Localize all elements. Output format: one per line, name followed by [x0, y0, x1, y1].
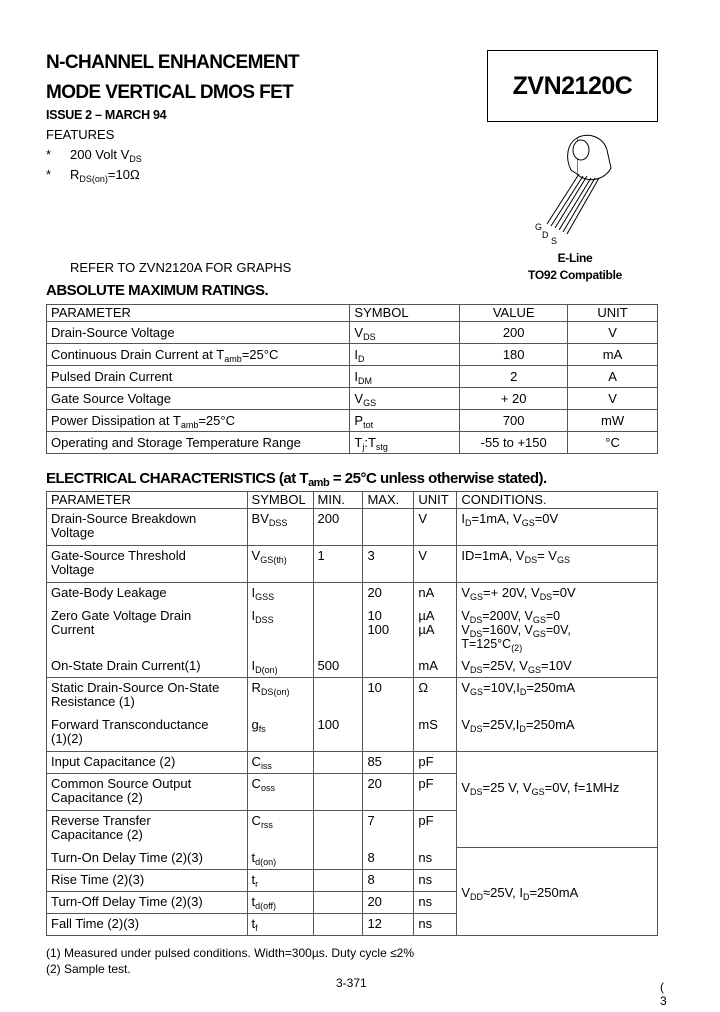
- table-cell: $I_{DSS}$: [247, 606, 313, 656]
- table-cell: $t_{d(off)}$: [247, 892, 313, 914]
- pin-d-label: D: [542, 230, 549, 240]
- table-cell: $V_{GS}$: [350, 388, 460, 410]
- table-row: [47, 715, 658, 752]
- table-cell: $V_{DD}\approx 25V$, $I_D=250mA$: [457, 848, 658, 936]
- table-cell: V: [568, 322, 658, 344]
- table-cell: [363, 715, 414, 752]
- table-cell: $BV_{DSS}$: [247, 509, 313, 546]
- table-cell: 1: [313, 546, 363, 583]
- table-cell: MAX.: [363, 492, 414, 509]
- table-cell: [313, 892, 363, 914]
- table-cell: [363, 509, 414, 546]
- table-cell: 700: [460, 410, 568, 432]
- table-cell: $I_{D(on)}$: [247, 656, 313, 678]
- table-row: [47, 656, 658, 678]
- table-cell: Input Capacitance (2): [47, 752, 248, 774]
- table-cell: pF: [414, 752, 457, 774]
- table-row: [47, 752, 658, 774]
- table-cell: $C_{iss}$: [247, 752, 313, 774]
- table-cell: $V_{GS}=10V,I_D=250mA$: [457, 678, 658, 715]
- table-cell: Operating and Storage Temperature Range: [47, 432, 350, 454]
- table-cell: $C_{rss}$: [247, 811, 313, 848]
- table-cell: V: [414, 546, 457, 583]
- table-cell: $I_{GSS}$: [247, 583, 313, 606]
- table-cell: $t_f$: [247, 914, 313, 936]
- footnote: (1) Measured under pulsed conditions. Width=300µs. Duty cycle ≤2%: [46, 946, 415, 960]
- table-cell: 180: [460, 344, 568, 366]
- abs-max-title: ABSOLUTE MAXIMUM RATINGS.: [46, 282, 269, 299]
- table-cell: mW: [568, 410, 658, 432]
- table-cell: $V_{DS}=25V,I_D=250mA$: [457, 715, 658, 752]
- table-cell: Power Dissipation at $T_{amb}=25^\circ C$: [47, 410, 350, 432]
- table-cell: $V_{DS}=25V$, $V_{GS}=10V$: [457, 656, 658, 678]
- table-cell: Gate-Source Threshold Voltage: [47, 546, 248, 583]
- table-row: [47, 848, 658, 870]
- pin-g-label: G: [535, 222, 543, 232]
- col-header: PARAMETER: [47, 305, 350, 322]
- table-cell: 2: [460, 366, 568, 388]
- table-cell: [363, 656, 414, 678]
- table-row: [47, 678, 658, 715]
- table-cell: SYMBOL: [247, 492, 313, 509]
- table-cell: Turn-On Delay Time (2)(3): [47, 848, 248, 870]
- electrical-title: ELECTRICAL CHARACTERISTICS (at $T_{amb} = 25^\circ C$ unless otherwise stated).: [46, 470, 547, 489]
- features-heading: FEATURES: [46, 127, 115, 142]
- table-cell: Common Source Output Capacitance (2): [47, 774, 248, 811]
- issue-date: ISSUE 2 – MARCH 94: [46, 108, 167, 122]
- feature-item: * $R_{DS(on)}=10\Omega$: [46, 167, 140, 184]
- table-cell: -55 to +150: [460, 432, 568, 454]
- table-cell: Forward Transconductance (1)(2): [47, 715, 248, 752]
- table-cell: $V_{GS}=+ 20V$, $V_{DS}=0V$: [457, 583, 658, 606]
- table-cell: CONDITIONS.: [457, 492, 658, 509]
- abs-max-table: [46, 304, 658, 454]
- table-cell: ns: [414, 892, 457, 914]
- table-cell: $I_D=1mA$, $V_{GS}=0V$: [457, 509, 658, 546]
- table-cell: nA: [414, 583, 457, 606]
- table-cell: 100: [313, 715, 363, 752]
- table-cell: Rise Time (2)(3): [47, 870, 248, 892]
- pin-s-label: S: [551, 236, 558, 246]
- table-cell: [313, 870, 363, 892]
- table-cell: mA: [414, 656, 457, 678]
- table-cell: Gate-Body Leakage: [47, 583, 248, 606]
- table-cell: °C: [568, 432, 658, 454]
- table-cell: 8: [363, 848, 414, 870]
- table-cell: V: [414, 509, 457, 546]
- table-cell: Reverse Transfer Capacitance (2): [47, 811, 248, 848]
- col-header: UNIT: [568, 305, 658, 322]
- title-line-1: N-CHANNEL ENHANCEMENT: [46, 52, 300, 73]
- table-row: [47, 546, 658, 583]
- part-number-box: [487, 50, 658, 122]
- table-cell: ns: [414, 848, 457, 870]
- table-cell: $C_{oss}$: [247, 774, 313, 811]
- table-cell: Drain-Source Breakdown Voltage: [47, 509, 248, 546]
- table-cell: $R_{DS(on)}$: [247, 678, 313, 715]
- table-cell: Pulsed Drain Current: [47, 366, 350, 388]
- feature-item: * 200 Volt $V_{DS}$: [46, 147, 142, 164]
- table-cell: pF: [414, 811, 457, 848]
- table-cell: On-State Drain Current(1): [47, 656, 248, 678]
- footnote: (2) Sample test.: [46, 962, 131, 976]
- table-cell: $V_{DS}=200V$, $V_{GS}=0$ $V_{DS}=160V$, $V_{GS}=0V$, $T=125^\circ C_{(2)}$: [457, 606, 658, 656]
- table-cell: PARAMETER: [47, 492, 248, 509]
- table-cell: 85: [363, 752, 414, 774]
- table-cell: $V_{DS}=25$ V, $V_{GS}=0V$, f=1MHz: [457, 752, 658, 848]
- table-cell: 10: [363, 678, 414, 715]
- table-cell: UNIT: [414, 492, 457, 509]
- table-cell: pF: [414, 774, 457, 811]
- table-cell: $I_D$: [350, 344, 460, 366]
- table-row: [47, 388, 658, 410]
- table-cell: ID=1mA, $V_{DS}= V_{GS}$: [457, 546, 658, 583]
- table-cell: $V_{DS}$: [350, 322, 460, 344]
- part-number: ZVN2120C: [512, 71, 633, 100]
- electrical-table: [46, 491, 658, 936]
- table-cell: 200: [460, 322, 568, 344]
- table-cell: [313, 774, 363, 811]
- page-number: 3-371: [336, 976, 367, 990]
- table-cell: $t_{d(on)}$: [247, 848, 313, 870]
- table-cell: [313, 583, 363, 606]
- table-cell: Gate Source Voltage: [47, 388, 350, 410]
- refer-note: REFER TO ZVN2120A FOR GRAPHS: [70, 260, 292, 275]
- table-cell: MIN.: [313, 492, 363, 509]
- table-cell: mS: [414, 715, 457, 752]
- table-cell: [313, 678, 363, 715]
- table-cell: 8: [363, 870, 414, 892]
- table-cell: [313, 752, 363, 774]
- table-row: [47, 366, 658, 388]
- package-compat: TO92 Compatible: [528, 268, 622, 282]
- table-cell: [313, 811, 363, 848]
- table-row: [47, 322, 658, 344]
- table-cell: [313, 914, 363, 936]
- table-cell: 200: [313, 509, 363, 546]
- col-header: VALUE: [460, 305, 568, 322]
- table-cell: [313, 848, 363, 870]
- title-line-2: MODE VERTICAL DMOS FET: [46, 82, 294, 103]
- table-cell: Static Drain-Source On-State Resistance (1): [47, 678, 248, 715]
- table-cell: $T_j:T_{stg}$: [350, 432, 460, 454]
- col-header: SYMBOL: [350, 305, 460, 322]
- table-cell: 10 100: [363, 606, 414, 656]
- table-cell: 7: [363, 811, 414, 848]
- table-cell: $t_r$: [247, 870, 313, 892]
- table-cell: $g_{fs}$: [247, 715, 313, 752]
- table-cell: µA µA: [414, 606, 457, 656]
- table-row: [47, 583, 658, 606]
- table-cell: 12: [363, 914, 414, 936]
- table-cell: 20: [363, 774, 414, 811]
- table-row: [47, 606, 658, 656]
- table-cell: Turn-Off Delay Time (2)(3): [47, 892, 248, 914]
- corner-mark: ( 3: [660, 980, 667, 1008]
- table-cell: Fall Time (2)(3): [47, 914, 248, 936]
- table-cell: $I_{DM}$: [350, 366, 460, 388]
- table-cell: 500: [313, 656, 363, 678]
- table-cell: Ω: [414, 678, 457, 715]
- table-cell: Drain-Source Voltage: [47, 322, 350, 344]
- table-row: [47, 344, 658, 366]
- to92-package-drawing: [525, 128, 625, 246]
- table-row: [47, 432, 658, 454]
- table-header-row: [47, 305, 658, 322]
- package-name: E-Line: [557, 251, 593, 265]
- table-cell: + 20: [460, 388, 568, 410]
- table-cell: Zero Gate Voltage Drain Current: [47, 606, 248, 656]
- table-header-row: [47, 492, 658, 509]
- table-cell: ns: [414, 914, 457, 936]
- table-cell: [313, 606, 363, 656]
- table-cell: A: [568, 366, 658, 388]
- table-cell: 3: [363, 546, 414, 583]
- table-row: [47, 509, 658, 546]
- table-cell: V: [568, 388, 658, 410]
- table-cell: ns: [414, 870, 457, 892]
- table-row: [47, 410, 658, 432]
- table-cell: $V_{GS(th)}$: [247, 546, 313, 583]
- table-cell: 20: [363, 892, 414, 914]
- table-cell: Continuous Drain Current at $T_{amb}=25^\circ C$: [47, 344, 350, 366]
- table-cell: $P_{tot}$: [350, 410, 460, 432]
- table-cell: mA: [568, 344, 658, 366]
- table-cell: 20: [363, 583, 414, 606]
